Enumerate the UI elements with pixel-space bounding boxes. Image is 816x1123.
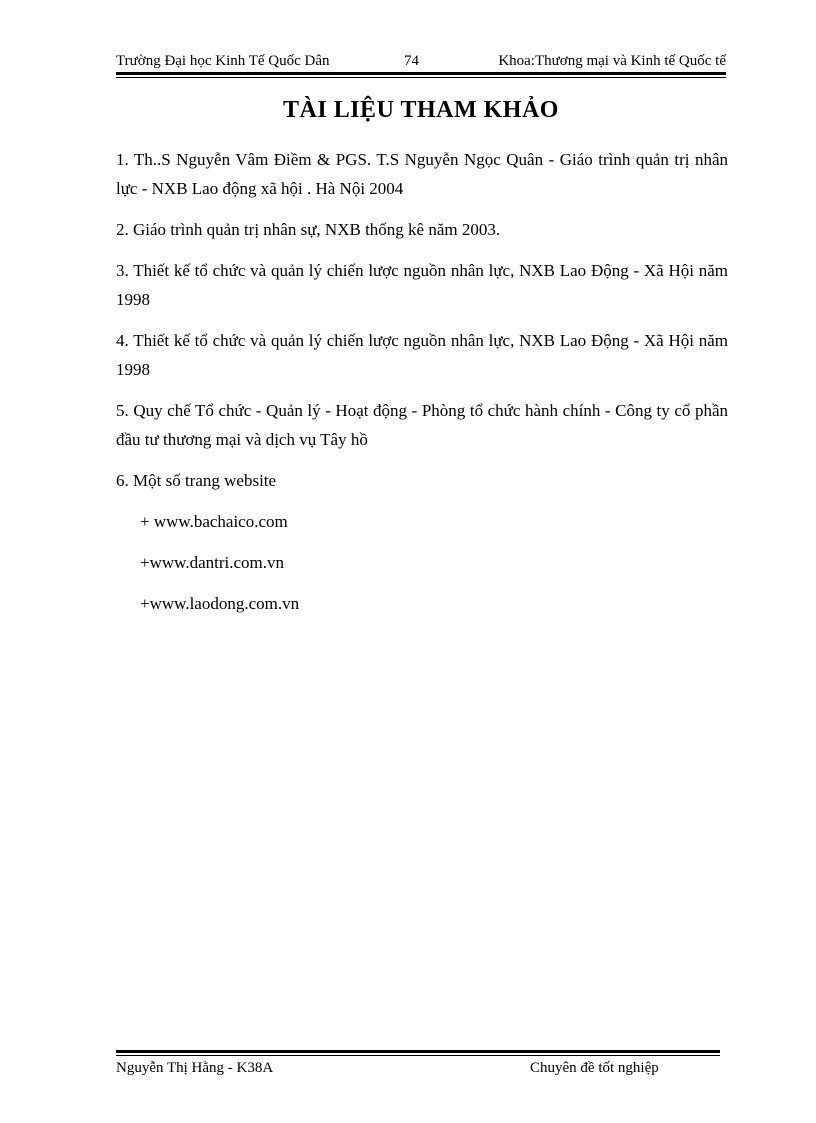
reference-item: 4. Thiết kế tổ chức và quản lý chiến lược nguồn nhân lực, NXB Lao Động - Xã Hội năm 1998 bbox=[116, 331, 728, 379]
reference-item: 2. Giáo trình quản trị nhân sự, NXB thống kê năm 2003. bbox=[116, 220, 501, 239]
reference-item: 5. Quy chế Tổ chức - Quản lý - Hoạt động - Phòng tổ chức hành chính - Công ty cổ phần đầu tư thương mại và dịch vụ Tây hồ bbox=[116, 401, 728, 449]
website-item: + www.bachaico.com bbox=[140, 512, 288, 531]
reference-item: 3. Thiết kế tổ chức và quản lý chiến lược nguồn nhân lực, NXB Lao Động - Xã Hội năm 1998 bbox=[116, 261, 728, 309]
header-university: Trường Đại học Kinh Tế Quốc Dân bbox=[116, 53, 330, 69]
header-rule bbox=[116, 72, 726, 75]
page-header bbox=[116, 50, 726, 72]
footer-author: Nguyễn Thị Hằng - K38A bbox=[116, 1060, 274, 1076]
website-item: +www.dantri.com.vn bbox=[140, 553, 284, 572]
reference-item: 1. Th..S Nguyễn Vâm Điềm & PGS. T.S Nguyễn Ngọc Quân - Giáo trình quản trị nhân lực - NXB Lao động xã hội . Hà Nội 2004 bbox=[116, 150, 728, 198]
reference-list bbox=[116, 145, 728, 630]
website-item: +www.laodong.com.vn bbox=[140, 594, 300, 613]
page-footer bbox=[116, 1057, 720, 1079]
footer-thesis-type: Chuyên đề tốt nghiệp bbox=[530, 1060, 659, 1076]
header-faculty: Khoa:Thương mại và Kinh tế Quốc tế bbox=[498, 53, 726, 69]
header-rule-thin bbox=[116, 77, 726, 78]
footer-rule bbox=[116, 1050, 720, 1053]
footer-rule-thin bbox=[116, 1055, 720, 1056]
page-title: TÀI LIỆU THAM KHẢO bbox=[283, 97, 559, 123]
reference-item: 6. Một số trang website bbox=[116, 471, 277, 490]
header-page-number: 74 bbox=[404, 53, 419, 69]
